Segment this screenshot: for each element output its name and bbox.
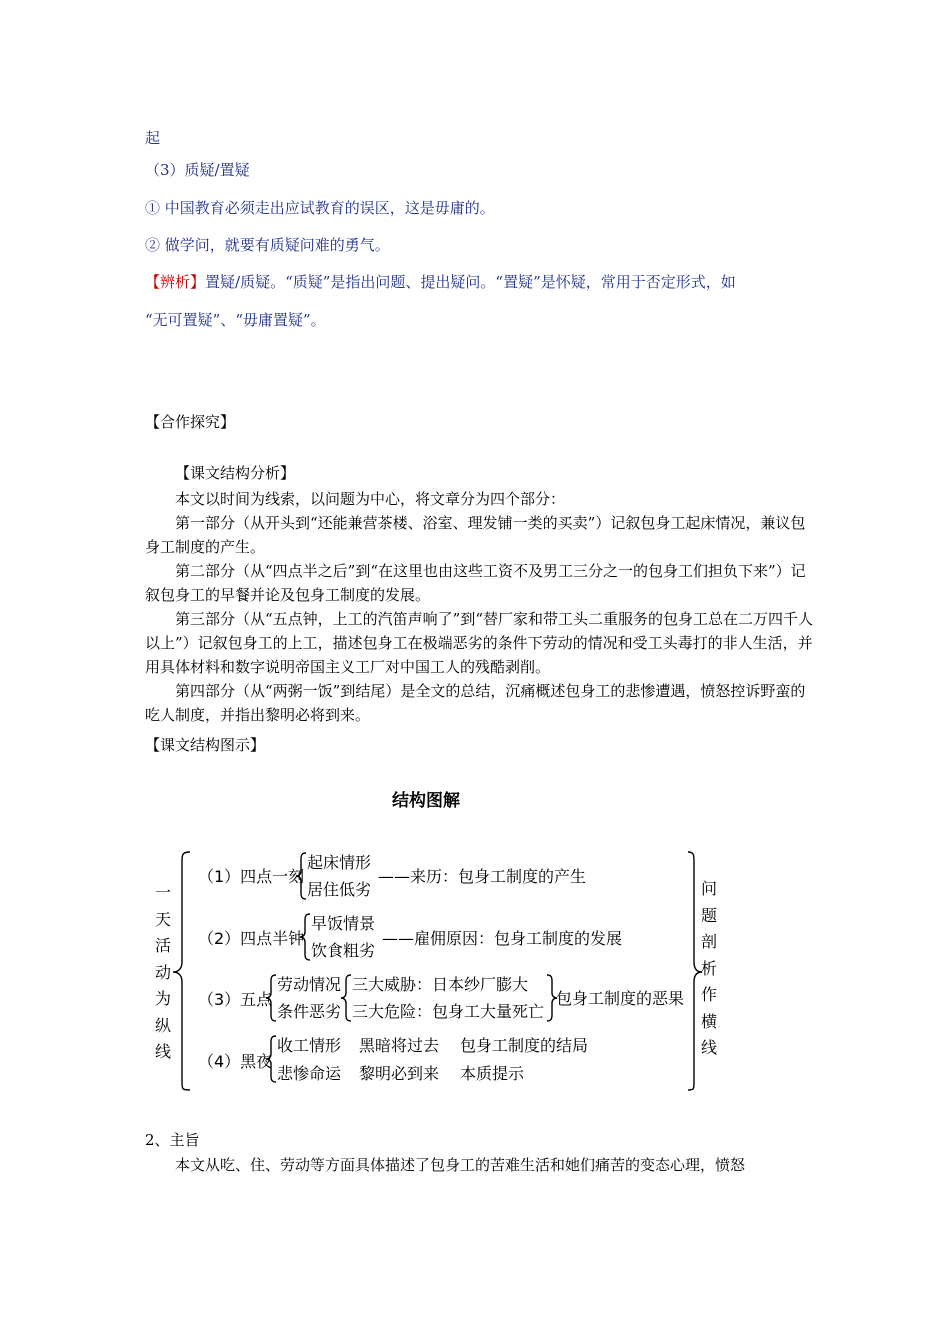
row2-label: （2）四点半钟 <box>198 929 305 948</box>
row4-item-1: 收工情形 <box>277 1036 342 1055</box>
diagram-title: 结构图解 <box>392 791 460 811</box>
row3-details-brace <box>341 975 351 1021</box>
structure-intro: 本文以时间为线索，以问题为中心，将文章分为四个部分： <box>175 490 566 508</box>
right-axis-label: 问题剖析作横线 <box>700 879 717 1057</box>
left-big-brace <box>173 852 190 1090</box>
row3-item-1: 劳动情况 <box>277 975 342 994</box>
theme-text: 本文从吃、住、劳动等方面具体描述了包身工的苦难生活和她们痛苦的变态心理，愤怒 <box>175 1156 746 1174</box>
fragment-text: 起 <box>145 129 161 147</box>
row3-label: （3）五点 <box>198 990 273 1009</box>
part-3: 第三部分（从“五点钟，上工的汽笛声响了”到“替厂家和带工头二重服务的包身工总在二万四千人以上”）记叙包身工的上工，描述包身工在极端恶劣的条件下劳动的情况和受工头毒打的非人生活，并用具体材料和数字说明帝国主义工厂对中国工人的残酷剥削。 <box>145 610 814 676</box>
row3-detail-2: 三大危险：包身工大量死亡 <box>352 1002 545 1021</box>
row2-item-1: 早饭情景 <box>311 914 376 933</box>
row3-detail-1: 三大威胁：日本纱厂膨大 <box>352 975 529 994</box>
part-1: 第一部分（从开头到“还能兼营茶楼、浴室、理发铺一类的买卖”）记叙包身工起床情况，兼议包身工制度的产生。 <box>145 514 806 556</box>
structure-analysis-heading: 【课文结构分析】 <box>175 464 296 482</box>
row2-item-2: 饮食粗劣 <box>311 941 376 960</box>
row1-result: ——来历：包身工制度的产生 <box>378 867 587 886</box>
row1-label: （1）四点一刻 <box>198 867 305 886</box>
analysis-tag: 【辨析】 <box>145 273 206 291</box>
row3-result: 包身工制度的恶果 <box>556 989 685 1008</box>
item-heading: （3）质疑/置疑 <box>145 161 250 179</box>
analysis-text: 置疑/质疑。“质疑”是指出问题、提出疑问。“置疑”是怀疑，常用于否定形式，如 <box>205 273 736 291</box>
row4-result-1: 包身工制度的结局 <box>460 1036 589 1055</box>
theme-heading: 2、主旨 <box>145 1131 200 1149</box>
row4-detail-1: 黑暗将过去 <box>359 1036 440 1055</box>
left-axis-label: 一天活动为纵线 <box>154 883 171 1061</box>
row4-item-2: 悲惨命运 <box>277 1064 342 1083</box>
row3-item-2: 条件恶劣 <box>277 1002 342 1021</box>
part-4: 第四部分（从“两粥一饭”到结尾）是全文的总结，沉痛概述包身工的悲惨遭遇，愤怒控诉野蛮的吃人制度，并指出黎明必将到来。 <box>145 682 806 724</box>
row1-item-2: 居住低劣 <box>307 880 372 899</box>
diagram-heading: 【课文结构图示】 <box>145 736 266 754</box>
section-heading: 【合作探究】 <box>145 413 236 431</box>
part-2: 第二部分（从“四点半之后”到“在这里也由这些工资不及男工三分之一的包身工们担负下来”）记叙包身工的早餐并论及包身工制度的发展。 <box>145 562 806 604</box>
analysis-line-2: “无可置疑”、“毋庸置疑”。 <box>145 311 326 329</box>
row4-result-2: 本质提示 <box>460 1064 525 1083</box>
example-sentence-1: ① 中国教育必须走出应试教育的误区，这是毋庸的。 <box>145 199 495 217</box>
row4-label: （4）黑夜 <box>198 1052 273 1071</box>
row4-detail-2: 黎明必到来 <box>359 1064 440 1083</box>
row2-result: ——雇佣原因：包身工制度的发展 <box>382 929 623 948</box>
row1-item-1: 起床情形 <box>307 853 372 872</box>
example-sentence-2: ② 做学问，就要有质疑问难的勇气。 <box>145 236 390 254</box>
